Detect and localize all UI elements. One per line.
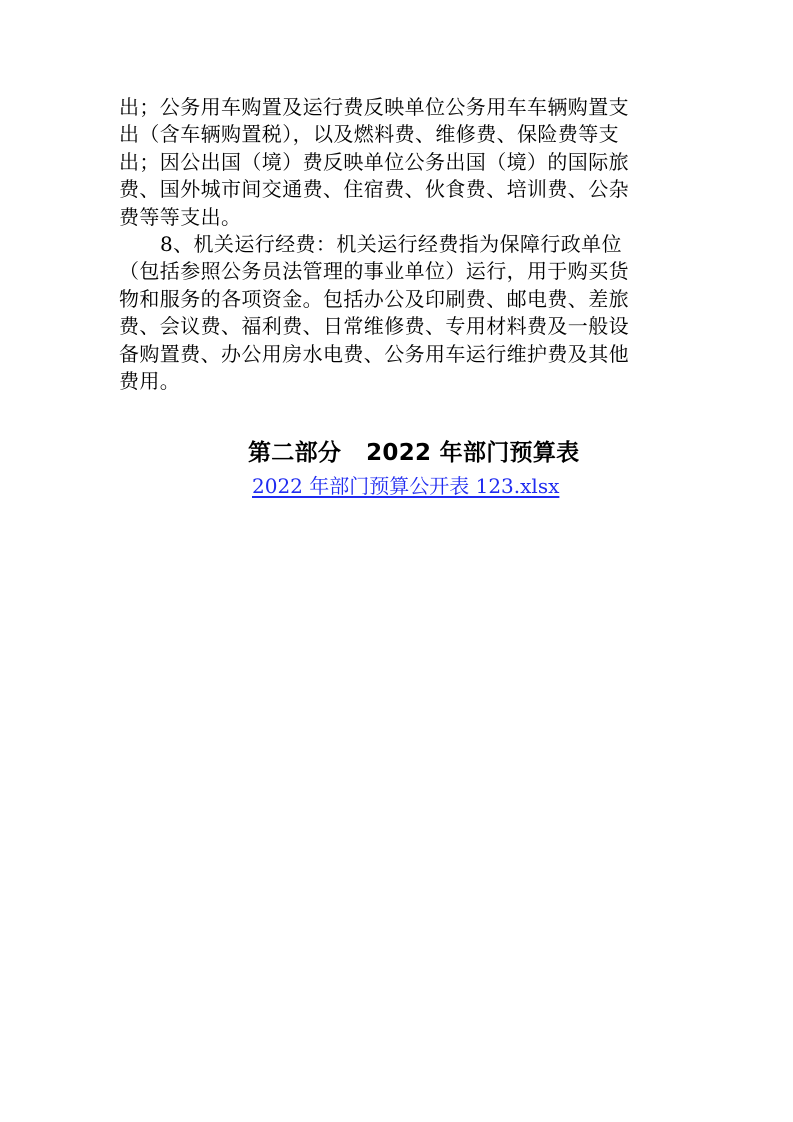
text-line: 费、国外城市间交通费、住宿费、伙食费、培训费、公杂 bbox=[119, 177, 629, 202]
paragraph-operating-funds bbox=[119, 231, 679, 395]
text-line: 备购置费、办公用房水电费、公务用车运行维护费及其他 bbox=[119, 341, 629, 366]
text-line: 出（含车辆购置税），以及燃料费、维修费、保险费等支 bbox=[119, 122, 619, 147]
paragraph-vehicle-expenses bbox=[119, 94, 679, 231]
text-line: 费用。 bbox=[119, 368, 181, 393]
body-text bbox=[119, 94, 679, 395]
text-line: （包括参照公务员法管理的事业单位）运行，用于购买货 bbox=[119, 259, 629, 284]
text-line: 8、机关运行经费：机关运行经费指为保障行政单位 bbox=[160, 231, 622, 256]
text-line: 出；因公出国（境）费反映单位公务出国（境）的国际旅 bbox=[119, 149, 629, 174]
section-heading: 第二部分 2022 年部门预算表 bbox=[248, 440, 580, 466]
text-line: 出；公务用车购置及运行费反映单位公务用车车辆购置支 bbox=[119, 95, 629, 119]
budget-file-link[interactable]: 2022 年部门预算公开表 123.xlsx bbox=[252, 474, 560, 498]
text-line: 费等等支出。 bbox=[119, 204, 242, 229]
text-line: 费、会议费、福利费、日常维修费、专用材料费及一般设 bbox=[119, 314, 629, 339]
text-line: 物和服务的各项资金。包括办公及印刷费、邮电费、差旅 bbox=[119, 286, 629, 311]
